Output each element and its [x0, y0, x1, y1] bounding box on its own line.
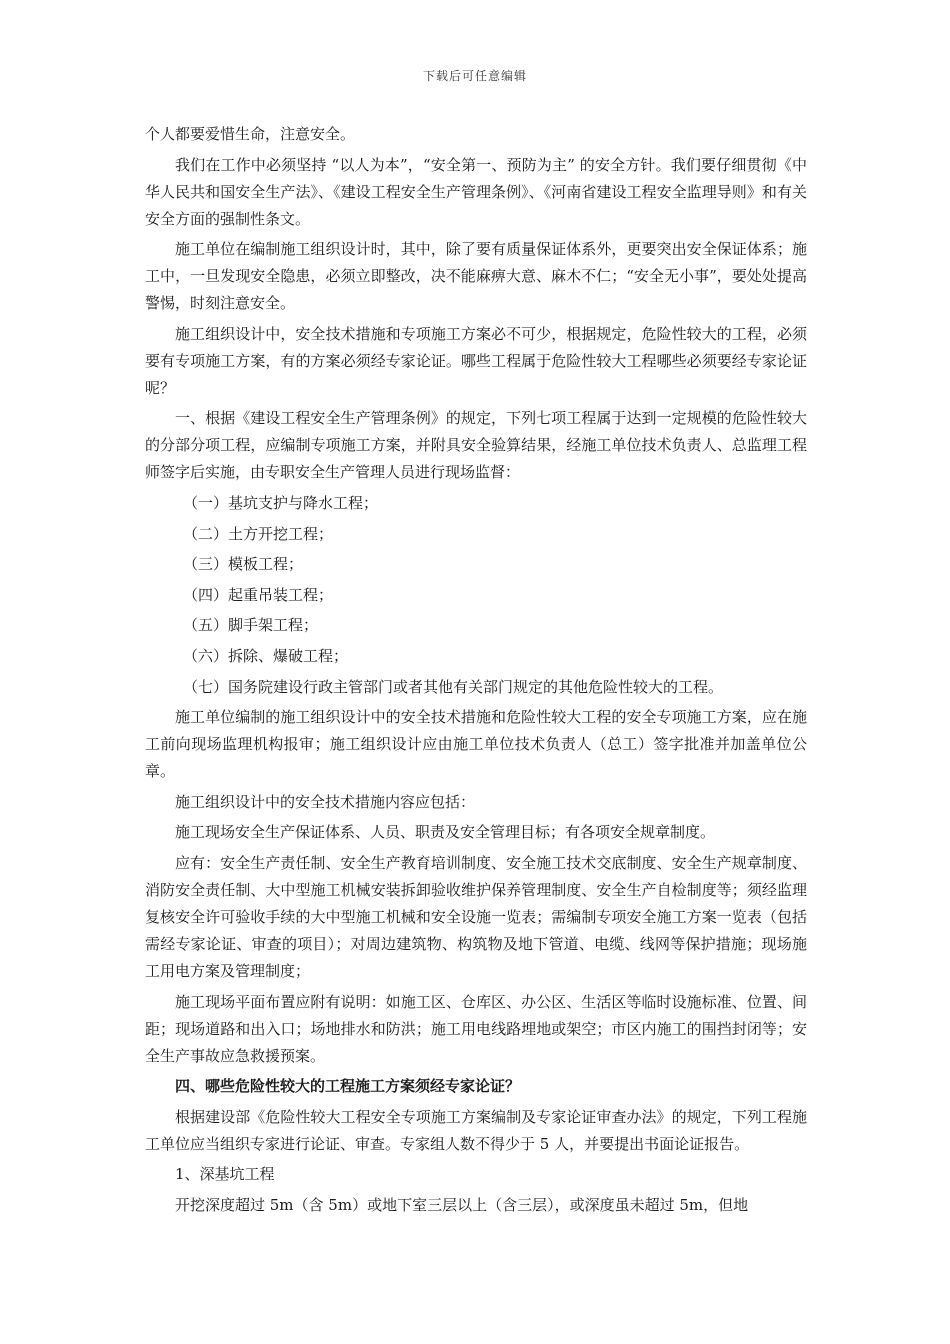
- paragraph: 一、根据《建设工程安全生产管理条例》的规定，下列七项工程属于达到一定规模的危险性较大的分部分项工程，应编制专项施工方案，并附具安全验算结果，经施工单位技术负责人、总监理工程师签字后实施，由专职安全生产管理人员进行现场监督：: [145, 409, 807, 482]
- paragraph: 根据建设部《危险性较大工程安全专项施工方案编制及专家论证审查办法》的规定，下列工程施工单位应当组织专家进行论证、审查。专家组人数不得少于 5 人，并要提出书面论证报告。: [145, 1107, 807, 1153]
- document-body: [145, 121, 807, 1222]
- paragraph: 施工组织设计中，安全技术措施和专项施工方案必不可少，根据规定，危险性较大的工程，必须要有专项施工方案，有的方案必须经专家论证。哪些工程属于危险性较大工程哪些必须要经专家论证呢？: [145, 324, 807, 397]
- paragraph: 施工单位在编制施工组织设计时，其中，除了要有质量保证体系外，更要突出安全保证体系；施工中，一旦发现安全隐患，必须立即整改，决不能麻痹大意、麻木不仁；“安全无小事”，要处处提高警惕，时刻注意安全。: [145, 240, 807, 313]
- list-item: （三）模板工程；: [183, 555, 304, 574]
- paragraph: 开挖深度超过 5m（含 5m）或地下室三层以上（含三层），或深度虽未超过 5m，但地: [175, 1195, 749, 1214]
- paragraph: 我们在工作中必须坚持 “以人为本”，“安全第一、预防为主” 的安全方针。我们要仔细贯彻《中华人民共和国安全生产法》、《建设工程安全生产管理条例》、《河南省建设工程安全监理导则》和有关安全方面的强制性条文。: [145, 155, 807, 228]
- list-item: （四）起重吊装工程；: [183, 585, 334, 604]
- paragraph: 施工现场安全生产保证体系、人员、职责及安全管理目标；有各项安全规章制度。: [175, 823, 716, 842]
- list-item: （六）拆除、爆破工程；: [183, 646, 349, 665]
- list-item: （一）基坑支护与降水工程；: [183, 493, 379, 512]
- page-header: 下载后可任意编辑: [422, 69, 527, 83]
- list-item: （二）土方开挖工程；: [183, 524, 334, 543]
- paragraph: 施工组织设计中的安全技术措施内容应包括：: [175, 792, 476, 811]
- paragraph: 个人都要爱惜生命，注意安全。: [145, 125, 356, 143]
- list-item: （七）国务院建设行政主管部门或者其他有关部门规定的其他危险性较大的工程。: [183, 677, 724, 696]
- paragraph: 施工单位编制的施工组织设计中的安全技术措施和危险性较大工程的安全专项施工方案，应在施工前向现场监理机构报审；施工组织设计应由施工单位技术负责人（总工）签字批准并加盖单位公章。: [145, 708, 807, 781]
- list-item: （五）脚手架工程；: [183, 616, 319, 635]
- section-heading: 四、哪些危险性较大的工程施工方案须经专家论证？: [175, 1077, 521, 1096]
- paragraph: 施工现场平面布置应附有说明：如施工区、仓库区、办公区、生活区等临时设施标准、位置、间距；现场道路和出入口；场地排水和防洪；施工用电线路埋地或架空；市区内施工的围挡封闭等；安全生产事故应急救援预案。: [145, 992, 807, 1065]
- subsection-heading: 1、深基坑工程: [175, 1165, 275, 1184]
- paragraph: 应有：安全生产责任制、安全生产教育培训制度、安全施工技术交底制度、安全生产规章制度、消防安全责任制、大中型施工机械安装拆卸验收维护保养管理制度、安全生产自检制度等；须经监理复核安全许可验收手续的大中型施工机械和安全设施一览表；需编制专项安全施工方案一览表（包括需经专家论证、审查的项目）；对周边建筑物、构筑物及地下管道、电缆、线网等保护措施；现场施工用电方案及管理制度；: [145, 853, 807, 980]
